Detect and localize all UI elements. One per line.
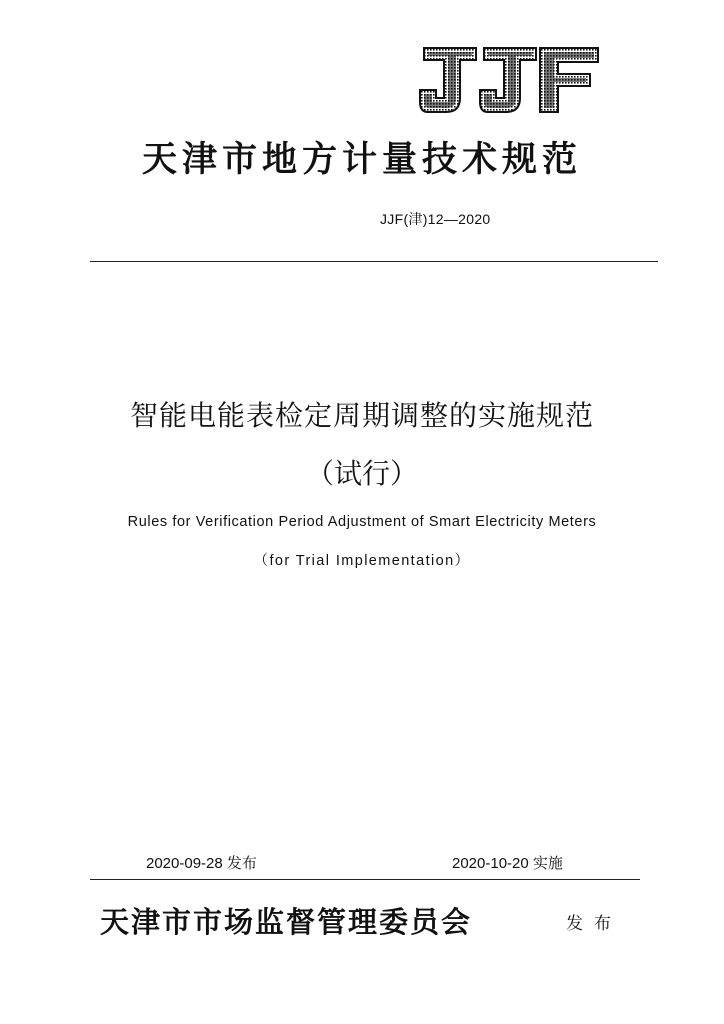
document-subtitle-en: （for Trial Implementation）	[253, 553, 471, 569]
issue-date: 2020-09-28 发布	[146, 855, 257, 872]
divider-bottom	[90, 879, 640, 880]
effective-date: 2020-10-20 实施	[452, 855, 563, 872]
publish-label: 发布	[566, 914, 622, 934]
jjf-logo	[418, 46, 600, 116]
document-title-en: Rules for Verification Period Adjustment of Smart Electricity Meters	[127, 514, 597, 530]
divider-top	[90, 261, 658, 262]
publisher-name: 天津市市场监督管理委员会	[100, 905, 473, 939]
standard-category-title: 天津市地方计量技术规范	[141, 139, 582, 180]
document-title-cn: 智能电能表检定周期调整的实施规范	[129, 399, 594, 432]
document-code: JJF(津)12—2020	[380, 211, 491, 227]
document-subtitle-cn: （试行）	[305, 457, 418, 490]
